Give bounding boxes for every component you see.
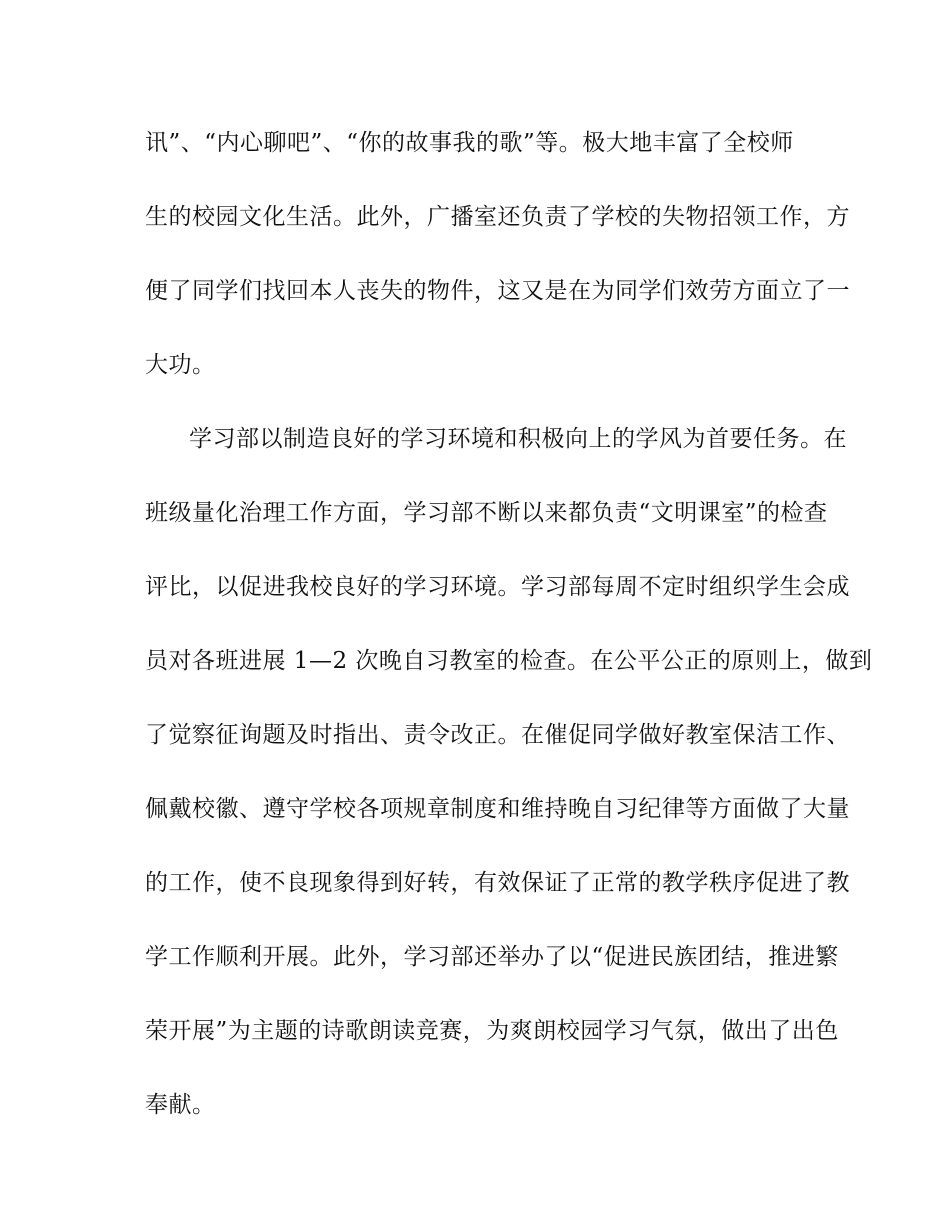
paragraph-line: 大功。	[145, 352, 216, 378]
paragraph-line: 便了同学们找回本人丧失的物件，这又是在为同学们效劳方面立了一	[145, 278, 850, 304]
paragraph-line: 佩戴校徽、遵守学校各项规章制度和维持晚自习纪律等方面做了大量	[145, 796, 850, 822]
paragraph-line: 学工作顺利开展。此外，学习部还举办了以“促进民族团结，推进繁	[145, 944, 839, 970]
paragraph-line: 荣开展”为主题的诗歌朗读竞赛，为爽朗校园学习气氛，做出了出色	[145, 1018, 839, 1044]
paragraph-line: 的工作，使不良现象得到好转，有效保证了正常的教学秩序促进了教	[145, 870, 850, 896]
paragraph-line: 生的校园文化生活。此外，广播室还负责了学校的失物招领工作，方	[145, 204, 850, 230]
paragraph-line: 员对各班进展 1—2 次晚自习教室的检查。在公平公正的原则上，做到	[145, 648, 873, 674]
paragraph-line: 奉献。	[145, 1092, 216, 1118]
paragraph-line: 班级量化治理工作方面，学习部不断以来都负责“文明课室”的检查	[145, 500, 828, 526]
paragraph-first-line: 学习部以制造良好的学习环境和积极向上的学风为首要任务。在	[189, 426, 847, 452]
paragraph-line: 讯”、“内心聊吧”、“你的故事我的歌”等。极大地丰富了全校师	[145, 130, 794, 156]
paragraph-line: 评比，以促进我校良好的学习环境。学习部每周不定时组织学生会成	[145, 574, 850, 600]
paragraph-line: 了觉察征询题及时指出、责令改正。在催促同学做好教室保洁工作、	[145, 722, 850, 748]
